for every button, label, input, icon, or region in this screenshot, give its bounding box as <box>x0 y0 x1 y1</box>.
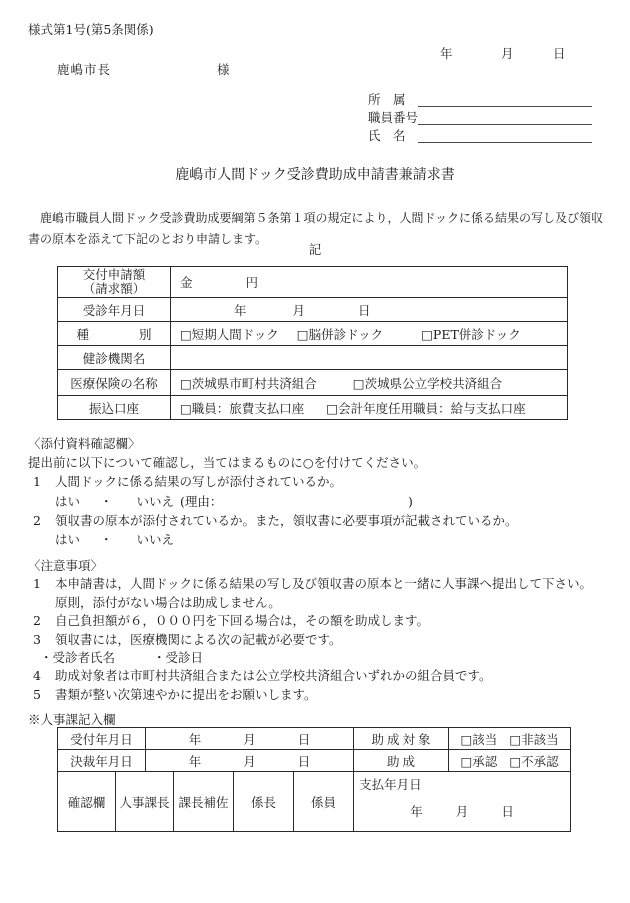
attachment-check-item-1: 1 人間ドックに係る結果の写しが添付されているか。 <box>28 472 603 491</box>
payment-date-label: 支払年月日 <box>359 777 422 792</box>
employee-number-label: 職員番号 <box>368 110 419 125</box>
name-label: 氏 名 <box>368 128 406 143</box>
exam-date-label: 受診年月日 <box>58 298 171 322</box>
note-1-continued: 原則，添付がない場合は助成しません。 <box>55 594 281 610</box>
attachment-check-item-2: 2 領収書の原本が添付されているか。また，領収書に必要事項が記載されているか。 <box>28 511 603 530</box>
exam-date-input-cell[interactable] <box>171 298 568 322</box>
stamp-cell-staff[interactable]: 係員 <box>294 772 354 832</box>
addressee-honorific: 様 <box>217 62 230 77</box>
checkbox-option-approved[interactable]: □承認 <box>460 753 498 769</box>
item-number: 1 <box>33 576 41 592</box>
note-3: 3 領収書には，医療機関による次の記載が必要です。 <box>28 631 613 649</box>
reason-open: (理由： <box>180 493 223 509</box>
form-code: 様式第1号(第5条関係) <box>28 22 154 37</box>
employee-number-input-line[interactable] <box>418 109 592 125</box>
note-1: 1 本申請書は，人間ドックに係る結果の写し及び領収書の原本と一緒に人事課へ提出して下さい。 <box>28 575 613 593</box>
notes-section <box>28 557 613 704</box>
account-options-cell <box>171 396 568 420</box>
hr-section-heading: ※人事課記入欄 <box>28 712 116 727</box>
item-number: 3 <box>33 631 41 647</box>
checkbox-option-pet-dock[interactable]: □PET併診ドック <box>421 326 521 342</box>
amount-input-cell[interactable] <box>171 267 568 298</box>
month-label: 月 <box>243 731 256 747</box>
subsidy-options <box>449 750 571 772</box>
insurance-row <box>58 370 568 396</box>
receipt-date-label: 受付年月日 <box>58 728 146 750</box>
confirmation-label: 確認欄 <box>58 772 116 832</box>
item-number: 1 <box>33 474 41 490</box>
item-number: 5 <box>33 686 41 702</box>
subsidy-label: 助成 <box>354 750 449 772</box>
attachment-check-choice-1 <box>28 492 603 511</box>
approval-date-input-cell[interactable] <box>146 750 354 772</box>
affiliation-field <box>368 91 592 107</box>
note-5: 5 書類が整い次第速やかに提出をお願いします。 <box>28 686 613 704</box>
item-number: 2 <box>33 613 41 629</box>
item-number: 2 <box>33 512 41 528</box>
attachment-check-heading: 〈添付資料確認欄〉 <box>28 436 141 451</box>
choice-no[interactable]: いいえ <box>136 532 175 548</box>
year-label: 年 <box>410 804 423 819</box>
header-date-day-label: 日 <box>553 46 566 61</box>
checkbox-option-eligible[interactable]: □該当 <box>460 731 498 747</box>
checkbox-option-fiscal-year-staff-salary-account[interactable]: □会計年度任用職員：給与支払口座 <box>326 400 526 416</box>
application-table <box>57 266 568 420</box>
note-2: 2 自己負担額が６，０００円を下回る場合は，その額を助成します。 <box>28 612 613 630</box>
attachment-check-instruction: 提出前に以下について確認し，当てはまるものに○を付けてください。 <box>28 455 427 471</box>
day-label: 日 <box>501 804 514 819</box>
clinic-label: 健診機関名 <box>58 346 171 370</box>
header-date-month-label: 月 <box>501 46 514 61</box>
type-label: 種 別 <box>58 322 171 346</box>
amount-prefix: 金 <box>180 275 193 290</box>
checkbox-option-short-dock[interactable]: □短期人間ドック <box>180 326 279 342</box>
choice-yes[interactable]: はい <box>55 493 81 509</box>
insurance-options-cell <box>171 370 568 396</box>
item-number: 4 <box>33 668 41 684</box>
header-date-year-label: 年 <box>440 46 453 61</box>
name-field <box>368 127 592 143</box>
choice-yes[interactable]: はい <box>55 532 81 548</box>
subsidy-target-options <box>449 728 571 750</box>
day-label: 日 <box>297 731 311 747</box>
approval-date-label: 決裁年月日 <box>58 750 146 772</box>
exam-date-day-label: 日 <box>358 302 371 318</box>
attachment-check-section <box>28 434 603 549</box>
affiliation-label: 所 属 <box>368 92 406 107</box>
month-label: 月 <box>243 753 256 769</box>
clinic-input-cell[interactable] <box>171 346 568 370</box>
insurance-label: 医療保険の名称 <box>58 370 171 396</box>
stamp-cell-hr-manager[interactable]: 人事課長 <box>116 772 174 832</box>
choice-separator: ・ <box>100 532 113 548</box>
checkbox-option-municipal-kyosai[interactable]: □茨城県市町村共済組合 <box>180 375 317 391</box>
receipt-date-row <box>58 728 571 750</box>
application-paragraph: 鹿嶋市職員人間ドック受診費助成要綱第５条第１項の規定により，人間ドックに係る結果の写し及び領収書の原本を添えて下記のとおり申請します。 <box>28 211 604 246</box>
checkbox-option-not-approved[interactable]: □不承認 <box>509 753 559 769</box>
checkbox-option-public-school-kyosai[interactable]: □茨城県公立学校共済組合 <box>352 375 503 391</box>
year-label: 年 <box>188 731 202 747</box>
note-3-sub <box>28 649 613 667</box>
employee-number-field <box>368 109 592 125</box>
exam-date-row <box>58 298 568 322</box>
stamp-cell-deputy-manager[interactable]: 課長補佐 <box>174 772 234 832</box>
year-label: 年 <box>188 753 202 769</box>
affiliation-input-line[interactable] <box>418 91 592 107</box>
stamp-cell-section-chief[interactable]: 係長 <box>234 772 294 832</box>
receipt-date-input-cell[interactable] <box>146 728 354 750</box>
clinic-row <box>58 346 568 370</box>
amount-label: 交付申請額 （請求額） <box>58 267 171 298</box>
choice-no[interactable]: いいえ <box>136 493 175 509</box>
type-options-cell <box>171 322 568 346</box>
choice-separator: ・ <box>100 493 113 509</box>
exam-date-year-label: 年 <box>234 302 247 318</box>
record-mark: 記 <box>308 242 322 257</box>
attachment-check-choice-2 <box>28 530 603 549</box>
notes-heading: 〈注意事項〉 <box>28 558 104 573</box>
sub-bullet-date: ・受診日 <box>153 650 204 666</box>
name-input-line[interactable] <box>418 127 592 143</box>
page-title: 鹿嶋市人間ドック受診費助成申請書兼請求書 <box>175 167 455 183</box>
approval-date-row <box>58 750 571 772</box>
subsidy-target-label: 助成対象 <box>354 728 449 750</box>
checkbox-option-not-eligible[interactable]: □非該当 <box>509 731 559 747</box>
month-label: 月 <box>455 804 469 819</box>
amount-suffix: 円 <box>245 275 259 290</box>
hr-entry-table <box>57 727 571 832</box>
checkbox-option-brain-dock[interactable]: □脳併診ドック <box>296 326 384 342</box>
account-row <box>58 396 568 420</box>
day-label: 日 <box>297 753 311 769</box>
amount-row <box>58 267 568 298</box>
note-4: 4 助成対象者は市町村共済組合または公立学校共済組合いずれかの組合員です。 <box>28 667 613 685</box>
addressee: 鹿嶋市長 <box>57 62 112 77</box>
reason-close: ) <box>408 493 413 509</box>
checkbox-option-staff-travel-account[interactable]: □職員：旅費支払口座 <box>180 400 305 416</box>
payment-date-cell[interactable] <box>354 772 571 832</box>
account-label: 振込口座 <box>58 396 171 420</box>
type-row <box>58 322 568 346</box>
exam-date-month-label: 月 <box>292 302 306 318</box>
sub-bullet-name: ・受診者氏名 <box>40 650 116 666</box>
confirmation-row <box>58 772 571 832</box>
